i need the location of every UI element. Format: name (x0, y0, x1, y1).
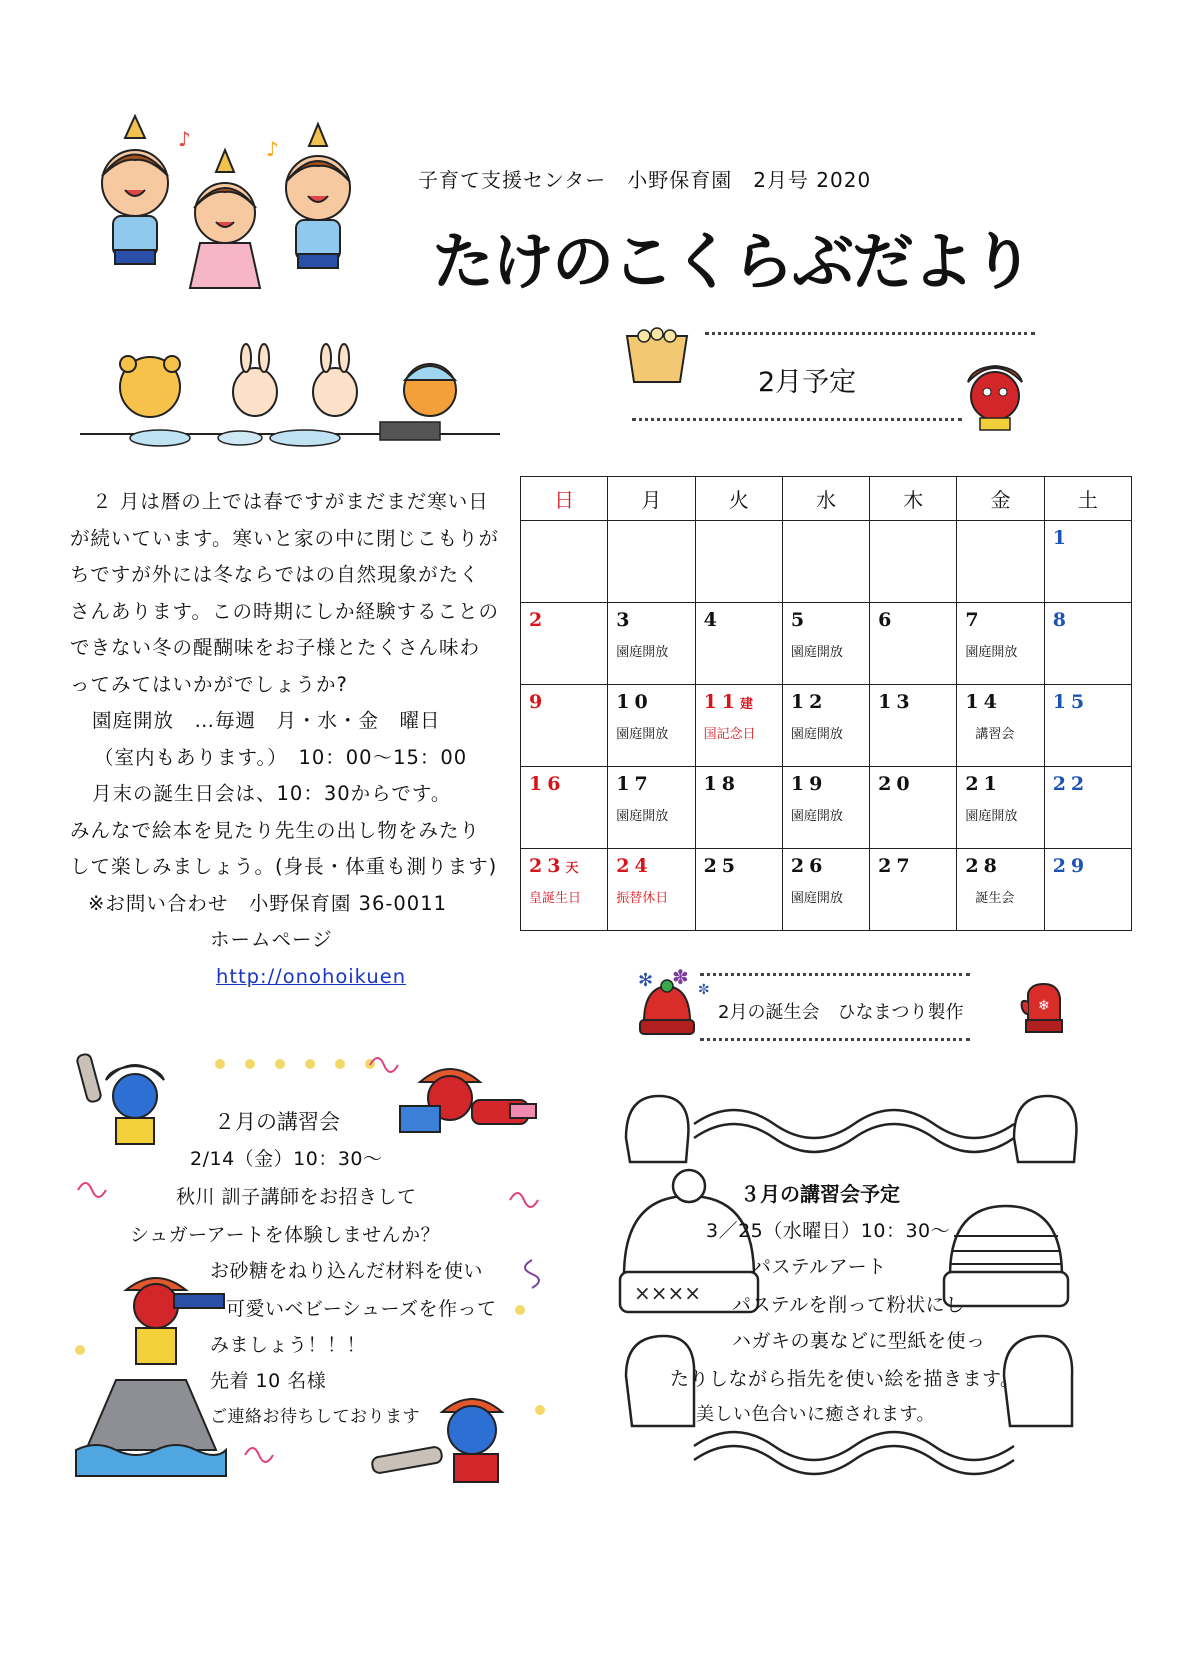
calendar-day-number: 5 (790, 609, 810, 631)
dotted-border-bottom (700, 1038, 970, 1041)
calendar-day-cell (870, 767, 957, 849)
calendar-day-cell (608, 849, 695, 931)
calendar-day-number: 19 (790, 773, 828, 795)
calendar-day-number: 13 (878, 691, 915, 713)
intro-line: ってみてはいかがでしょうか? (70, 672, 348, 696)
calendar-day-cell (695, 849, 782, 931)
calendar-day-number: 3 (616, 609, 635, 631)
calendar-event-label: 園庭開放 (965, 809, 1018, 824)
calendar-day-cell (521, 521, 608, 603)
intro-line: ２ 月は暦の上では春ですがまだまだ寒い日 (92, 490, 489, 513)
feb-lecture-title: ２月の講習会 (214, 1110, 340, 1134)
oni-mask-icon (960, 356, 1030, 432)
red-oni-mountain-illustration (76, 1270, 226, 1480)
calendar-day-cell (782, 521, 869, 603)
homepage-link[interactable]: http://onohoikuen (216, 964, 407, 988)
calendar-day-cell (870, 685, 957, 767)
weekday-thu: 木 (870, 477, 957, 521)
masu-box-icon (622, 326, 692, 388)
calendar-day-cell (957, 767, 1044, 849)
calendar-day-cell (957, 521, 1044, 603)
calendar-day-number: 27 (878, 855, 915, 877)
calendar-day-number: 4 (703, 609, 722, 631)
contact-info: ※お問い合わせ 小野保育園 36-0011 (88, 891, 448, 915)
intro-line: さんあります。この時期にしか経験することの (70, 599, 499, 623)
mitten-icon (1018, 980, 1074, 1042)
weekday-wed: 水 (782, 477, 869, 521)
calendar-day-cell (870, 603, 957, 685)
calendar-day-number: 11 (703, 691, 741, 713)
birthday-info-line: みんなで絵本を見たり先生の出し物をみたり (70, 818, 481, 842)
calendar-day-number: 7 (965, 609, 984, 631)
feb-lecture-date: 2/14（金）10：30～ (190, 1148, 383, 1170)
calendar-event-label: 国記念日 (703, 727, 756, 742)
calendar-day-cell (870, 849, 957, 931)
calendar-day-cell (521, 767, 608, 849)
calendar-event-label: 講習会 (975, 727, 1015, 742)
calendar-day-cell (521, 603, 608, 685)
weekday-fri: 金 (957, 477, 1044, 521)
mar-lecture-line: ハガキの裏などに型紙を使っ (732, 1330, 986, 1352)
calendar-week-row (521, 521, 1132, 603)
svg-text:✻: ✻ (638, 970, 654, 991)
calendar-day-cell (1044, 603, 1131, 685)
calendar-day-number: 25 (703, 855, 741, 877)
dotted-border-top (705, 332, 1035, 335)
calendar-event-label: 園庭開放 (790, 891, 843, 906)
calendar-day-cell (608, 521, 695, 603)
calendar-day-number: 14 (965, 691, 1002, 713)
calendar-day-cell (608, 685, 695, 767)
birthday-info-line: 月末の誕生日会は、10：30からです。 (92, 782, 452, 805)
calendar-day-number: 22 (1052, 773, 1090, 795)
mar-lecture-line: パステルアート (752, 1256, 887, 1278)
feb-lecture-line: お砂糖をねり込んだ材料を使い (210, 1260, 484, 1282)
calendar-day-number: 23 (529, 855, 566, 877)
garden-open-note: （室内もあります。） 10：00～15：00 (94, 745, 468, 769)
calendar-day-number: 21 (965, 773, 1002, 795)
animals-baking-illustration (80, 352, 500, 462)
feb-lecture-line: 可愛いベビーシューズを作って (226, 1298, 497, 1320)
calendar-day-cell (782, 685, 869, 767)
calendar-day-number: 28 (965, 855, 1002, 877)
calendar-day-cell (957, 685, 1044, 767)
calendar-day-cell (957, 849, 1044, 931)
calendar-week-row (521, 603, 1132, 685)
mar-lecture-date: 3／25（水曜日）10：30～ (706, 1220, 951, 1242)
february-calendar (520, 476, 1132, 931)
weekday-mon: 月 (608, 477, 695, 521)
calendar-day-cell (521, 849, 608, 931)
calendar-day-cell (957, 603, 1044, 685)
calendar-day-number: 16 (529, 773, 566, 795)
feb-lecture-line: 先着 10 名様 (210, 1370, 327, 1392)
calendar-day-number: 2 (529, 609, 548, 631)
calendar-day-number: 1 (1052, 527, 1071, 549)
calendar-day-cell (521, 685, 608, 767)
calendar-day-heading (704, 691, 782, 713)
svg-text:❄: ❄ (1038, 998, 1050, 1014)
mar-lecture-line: たりしながら指先を使い絵を描きます。 (670, 1368, 1020, 1390)
intro-line: が続いています。寒いと家の中に閉じこもりが (70, 526, 499, 550)
calendar-day-number: 29 (1052, 855, 1090, 877)
snowflake-decoration (638, 965, 718, 1008)
calendar-day-cell (782, 603, 869, 685)
calendar-day-cell (782, 849, 869, 931)
calendar-day-cell (695, 767, 782, 849)
calendar-day-number: 12 (790, 691, 828, 713)
calendar-day-cell (695, 521, 782, 603)
calendar-event-label: 誕生会 (975, 891, 1015, 906)
calendar-day-cell (870, 521, 957, 603)
svg-text:✽: ✽ (672, 965, 689, 989)
weekday-sun: 日 (521, 477, 608, 521)
calendar-event-label: 園庭開放 (965, 645, 1018, 660)
homepage-label: ホームページ (210, 928, 333, 951)
calendar-day-number: 20 (878, 773, 915, 795)
calendar-day-cell (1044, 849, 1131, 931)
calendar-day-tag: 天 (565, 861, 584, 876)
winter-frame-illustration (614, 1086, 1088, 1486)
newsletter-title: たけのこくらぶだより (432, 225, 1033, 298)
calendar-event-label: 園庭開放 (790, 727, 843, 742)
dotted-border-bottom (632, 418, 962, 421)
calendar-event-label: 園庭開放 (616, 645, 669, 660)
blue-oni-illustration (80, 1050, 190, 1160)
intro-line: できない冬の醍醐味をお子様とたくさん味わ (70, 636, 481, 659)
weekday-sat: 土 (1044, 477, 1131, 521)
calendar-day-cell (695, 603, 782, 685)
feb-lecture-line: ご連絡お待ちしております (210, 1407, 420, 1427)
calendar-event-label: 皇誕生日 (529, 891, 582, 906)
schedule-title: 2月予定 (758, 367, 857, 398)
calendar-day-number: 15 (1052, 691, 1090, 713)
garden-open-info: 園庭開放 …毎週 月・水・金 曜日 (92, 709, 441, 732)
calendar-event-label: 園庭開放 (616, 727, 669, 742)
birthday-event-label: 2月の誕生会 ひなまつり製作 (718, 1002, 964, 1023)
calendar-week-row (521, 685, 1132, 767)
calendar-day-number: 9 (529, 691, 548, 713)
calendar-event-label: 園庭開放 (790, 809, 843, 824)
birthday-info-line: して楽しみましょう。(身長・体重も測ります) (70, 855, 498, 878)
calendar-day-cell (1044, 521, 1131, 603)
feb-lecture-line: シュガーアートを体験しませんか？ (130, 1224, 441, 1246)
calendar-day-number: 6 (878, 609, 897, 631)
mar-lecture-line: 美しい色合いに癒されます。 (696, 1404, 936, 1425)
svg-text:✼: ✼ (698, 982, 710, 998)
weekday-header-row (521, 477, 1132, 521)
newsletter-subtitle: 子育て支援センター 小野保育園 2月号 2020 (418, 168, 872, 192)
calendar-day-number: 24 (616, 855, 653, 877)
calendar-day-number: 18 (703, 773, 741, 795)
svg-text:××××: ×××× (634, 1281, 702, 1305)
calendar-day-cell (1044, 685, 1131, 767)
kids-illustration (80, 128, 380, 298)
calendar-day-cell (608, 767, 695, 849)
intro-line: ちですが外には冬ならではの自然現象がたく (70, 563, 480, 586)
feb-lecture-line: 秋川 訓子講師をお招きして (176, 1186, 417, 1208)
calendar-week-row (521, 767, 1132, 849)
weekday-tue: 火 (695, 477, 782, 521)
calendar-week-row (521, 849, 1132, 931)
calendar-day-tag: 建 (740, 697, 759, 712)
calendar-day-number: 10 (616, 691, 653, 713)
calendar-event-label: 園庭開放 (616, 809, 669, 824)
svg-text:♪: ♪ (178, 127, 191, 151)
calendar-day-number: 26 (790, 855, 828, 877)
calendar-day-cell (1044, 767, 1131, 849)
calendar-event-label: 振替休日 (616, 891, 669, 906)
intro-article (70, 484, 510, 995)
calendar-day-number: 8 (1052, 609, 1071, 631)
svg-text:♪: ♪ (266, 137, 279, 161)
calendar-event-label: 園庭開放 (790, 645, 843, 660)
calendar-day-cell (608, 603, 695, 685)
mar-lecture-line: パステルを削って粉状にし (732, 1294, 965, 1316)
calendar-day-heading (529, 855, 607, 877)
calendar-day-cell (782, 767, 869, 849)
red-oni-reading-illustration (400, 1060, 540, 1150)
dotted-border-top (700, 973, 970, 976)
calendar-day-cell (695, 685, 782, 767)
feb-lecture-line: みましょう！！！ (210, 1334, 367, 1356)
mar-lecture-title: ３月の講習会予定 (740, 1182, 900, 1206)
calendar-day-number: 17 (616, 773, 653, 795)
